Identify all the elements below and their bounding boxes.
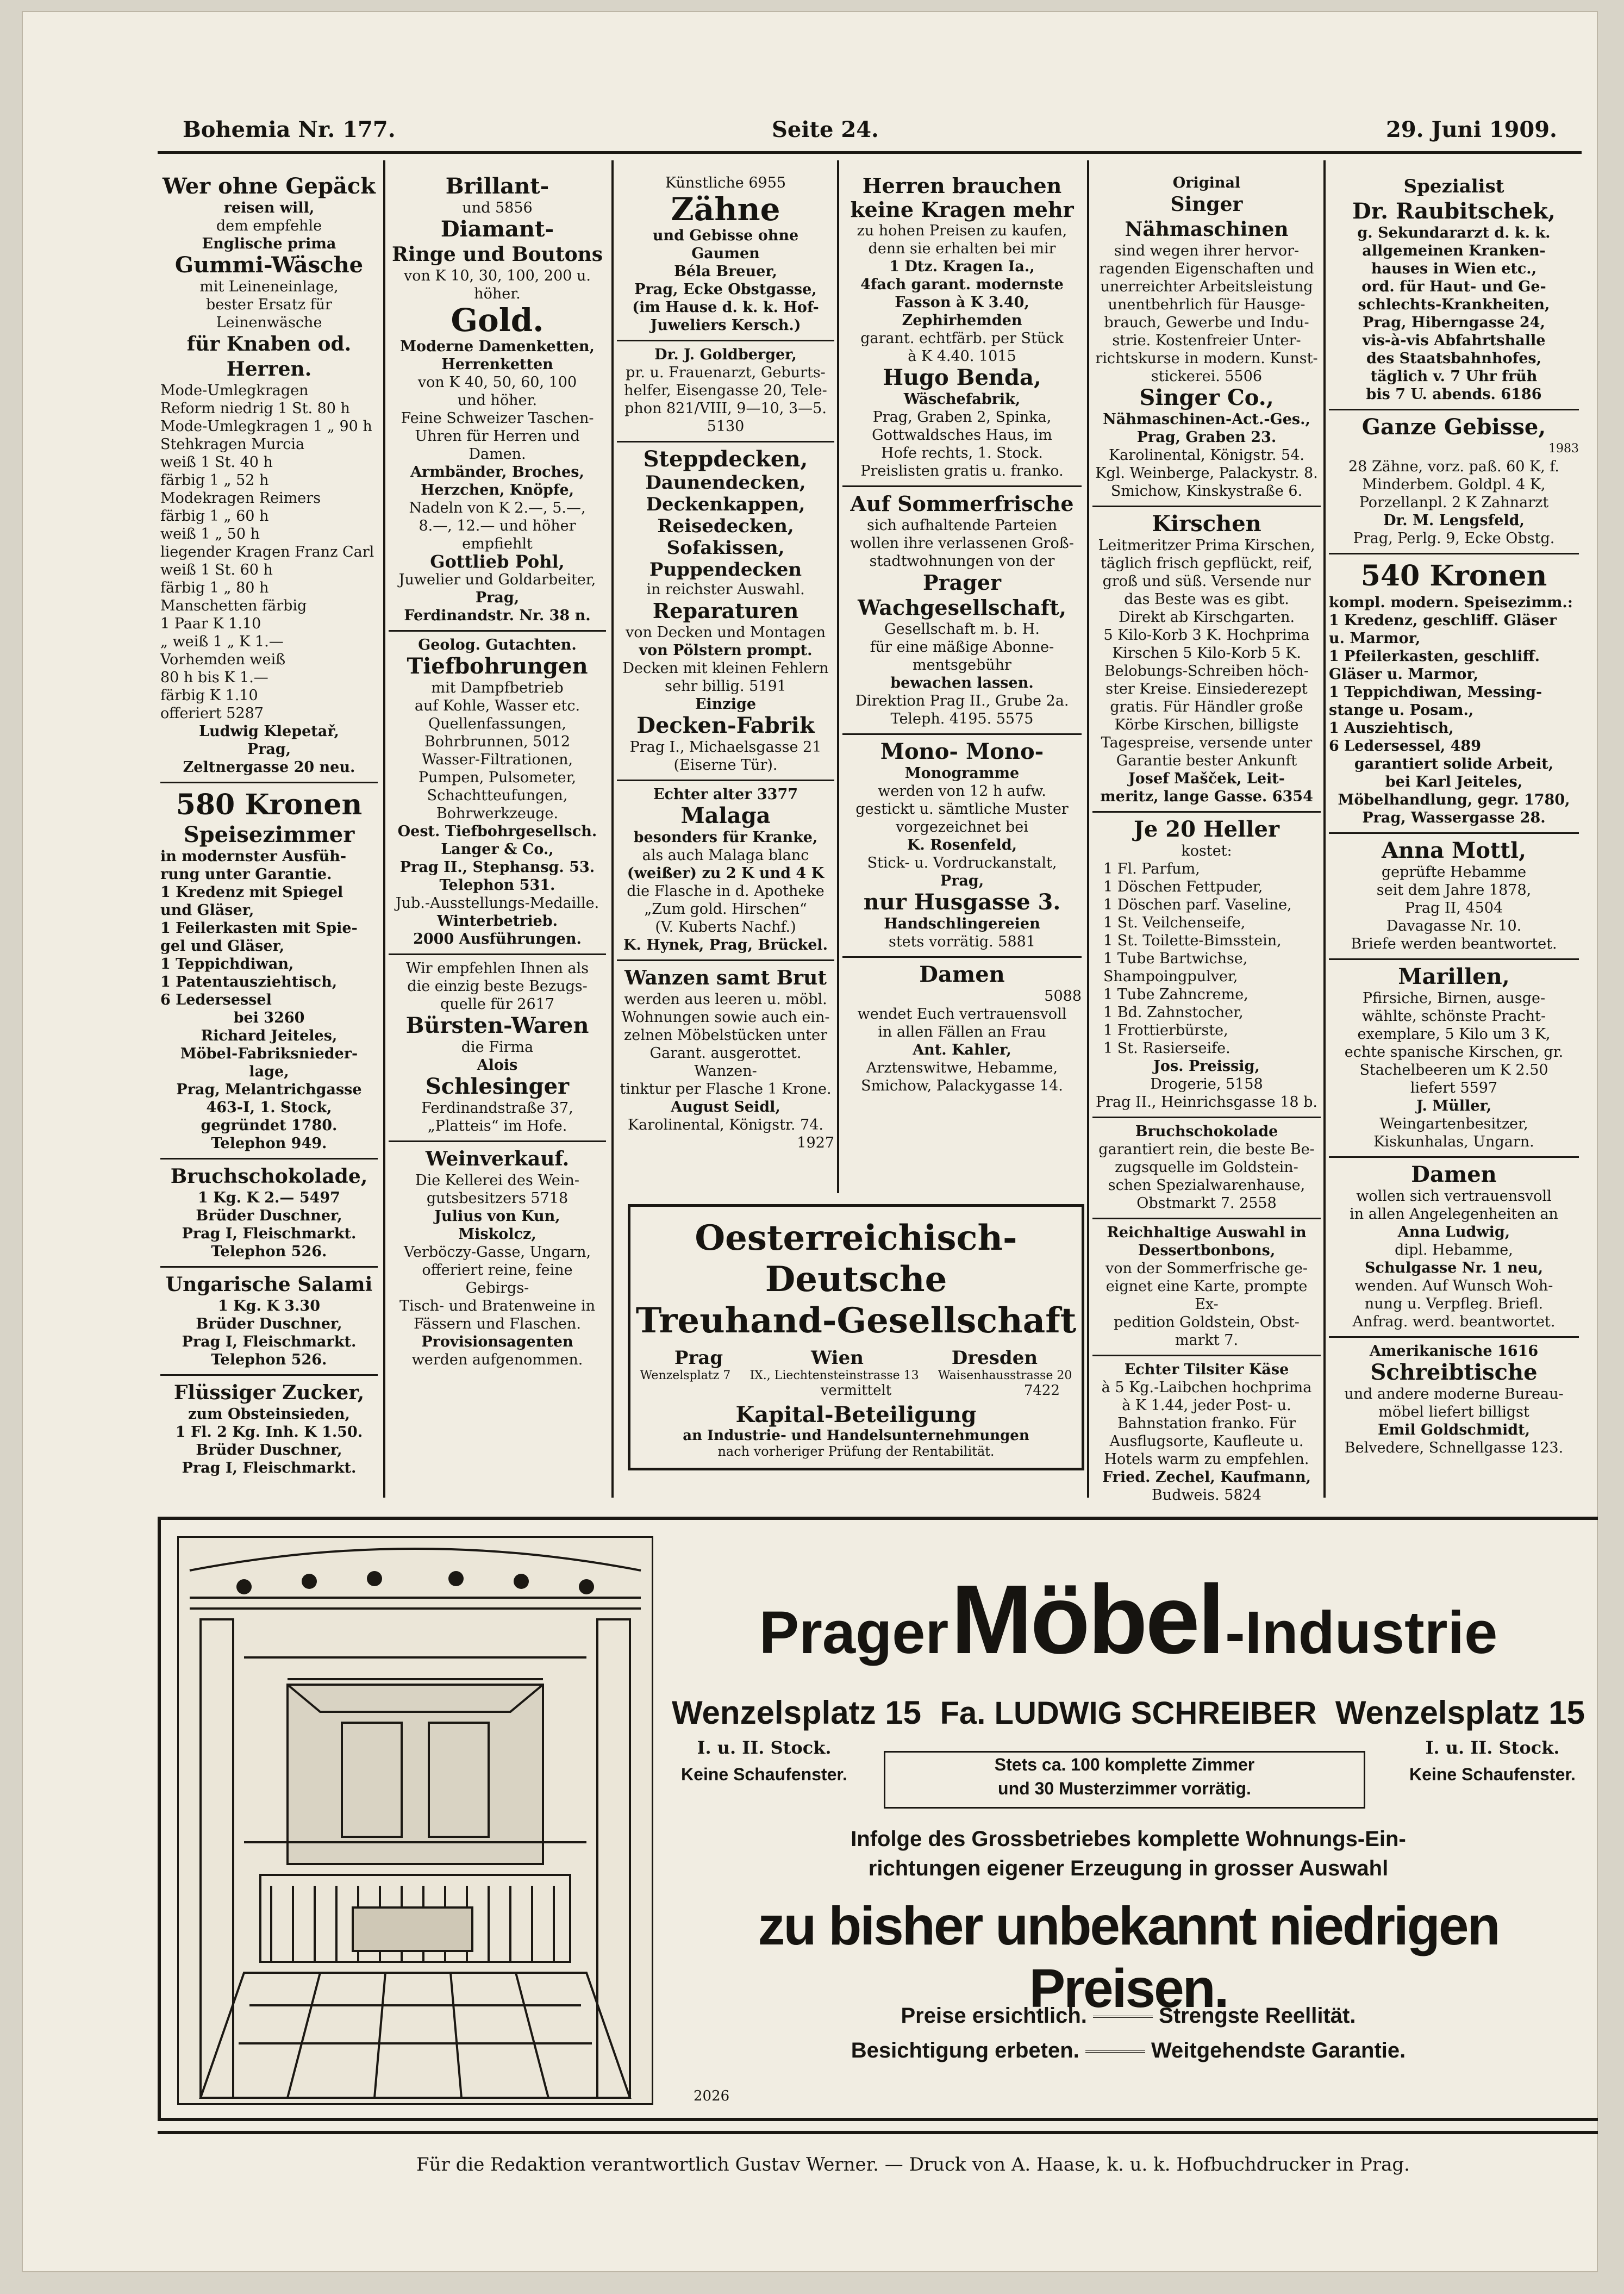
ad-goldberger: Dr. J. Goldberger, pr. u. Frauenarzt, Geburts- helfer, Eisengasse 20, Tele- phon 821/VIII, 9—10, 3—5. 5130 (624, 346, 827, 435)
ad-bruchschokolade-goldstein: Bruchschokolade garantiert rein, die beste Be- zugsquelle im Goldstein- schen Spezialwarenhause, Obstmarkt 7. 2558 (1098, 1123, 1315, 1212)
ad-salami: Ungarische Salami 1 Kg. K 3.30 Brüder Duschner, Prag I, Fleischmarkt. Telephon 526. (165, 1273, 373, 1368)
ad-wanzen: Wanzen samt Brut werden aus leeren u. möbl. Wohnungen sowie auch ein- zelnen Möbelstücken unter Garant. ausgerottet. Wanzen- tinktur per Flasche 1 Krone. August Seidl, Karolinental, Königstr. 74. 1927 (620, 967, 834, 1151)
ad-bruchschokolade: Bruchschokolade, 1 Kg. K 2.— 5497 Brüder Duschner, Prag I, Fleischmarkt. Telephon 526. (170, 1165, 368, 1260)
ad-gebisse: Ganze Gebisse, 1983 28 Zähne, vorz. paß. 60 K, f. Minderbem. Goldpl. 4 K, Porzellanpl. 2 K Zahnarzt Dr. M. Lengsfeld, Prag, Perlg. 9, Ecke Obstg. (1348, 414, 1579, 547)
column-rule (837, 160, 839, 1193)
ad-dessertbonbons: Reichhaltige Auswahl in Dessertbonbons, von der Sommerfrische ge- eignet eine Karte, prompte Ex- pedition Goldstein, Obst- markt 7. (1105, 1224, 1308, 1349)
ad-marillen: Marillen, Pfirsiche, Birnen, ausge- wählte, schönste Pracht- exemplare, 5 Kilo um 3 K, echte spanische Kirschen, gr. Stachelbeeren um K 2.50 liefert 5597 J. Müller, Weingartenbesitzer, Kiskunhalas, Ungarn. (1344, 964, 1564, 1150)
column-rule (1087, 160, 1089, 1498)
ad-kragen: Herren brauchen keine Kragen mehr zu hohen Preisen zu kaufen, denn sie erhalten bei mir 1 Dtz. Kragen Ia., 4fach garant. modernste Fasson à K 3.40, Zephirhemden garant. echtfärb. per Stück à K 4.40. 1015 Hugo Benda, Wäschefabrik, Prag, Graben 2, Spinka, Gottwaldsches Haus, im Hofe rechts, 1. Stock. Preislisten gratis u. franko. (850, 174, 1074, 479)
header-issue: Bohemia Nr. 177. (183, 117, 396, 142)
stock-info-box: Stets ca. 100 komplette Zimmer und 30 Musterzimmer vorrätig. (884, 1751, 1365, 1809)
furniture-room-illustration (177, 1536, 653, 2105)
column-3 (617, 174, 834, 1196)
ad-anna-mottl: Anna Mottl, geprüfte Hebamme seit dem Jahre 1878, Prag II, 4504 Davagasse Nr. 10. Briefe werden beantwortet. (1351, 838, 1557, 952)
ad-kirschen: Kirschen Leitmeritzer Prima Kirschen, täglich frisch gepflückt, reif, groß und süß. Versende nur das Beste was es gibt. Direkt ab Kirschgarten. 5 Kilo-Korb 3 K. Hochprima Kirschen 5 Kilo-Korb 5 K. Belobungs-Schreiben höch- ster Kreise. Einsiederezept gratis. Für Händler große Körbe Kirschen, billigste Tagespreise, versende unter Garantie bester Ankunft Josef Mašček, Leit- meritz, lange Gasse. 6354 (1098, 511, 1315, 805)
ad-buersten: Wir empfehlen Ihnen als die einzig beste Bezugs- quelle für 2617 Bürsten-Waren die Firma Alois Schlesinger Ferdinandstraße 37, „Platteis“ im Hofe. (405, 960, 589, 1134)
ad-treuhand: Oesterreichisch-Deutsche Treuhand-Gesellschaft Prag Wien Dresden Wenzelsplatz 7 IX., Liechtensteinstrasse 13 Waisenhausstrasse 20 vermittelt 7422 Kapital-Beteiligung an Industrie- und Handelsunternehmungen nach vorheriger Prüfung der Rentabilität. (628, 1204, 1084, 1470)
ad-malaga: Echter alter 3377 Malaga besonders für Kranke, als auch Malaga blanc (weißer) zu 2 K und 4 K die Flasche in d. Apotheke „Zum gold. Hirschen“ (V. Kuberts Nachf.) K. Hynek, Prag, Brückel. (623, 786, 828, 953)
ad-speisezimmer: 580 Kronen Speisezimmer in modernster Ausfüh- rung unter Garantie. 1 Kredenz mit Spiegel und Gläser, 1 Feilerkasten mit Spie- gel und Gläser, 1 Teppichdiwan, 1 Patentausziehtisch, 6 Ledersessel bei 3260 Richard Jeiteles, Möbel-Fabriksnieder- lage, Prag, Melantrichgasse 463-I, 1. Stock, gegründet 1780. Telephon 949. (160, 788, 363, 1152)
ad-zucker: Flüssiger Zucker, zum Obsteinsieden, 1 Fl. 2 Kg. Inh. K 1.50. Brüder Duschner, Prag I, Fleischmarkt. (173, 1381, 365, 1476)
ad-zaehne: Künstliche 6955 Zähne und Gebisse ohne Gaumen Béla Breuer, Prag, Ecke Obstgasse, (im Hause d. k. k. Hof- Juweliers Kersch.) (632, 174, 819, 334)
column-2 (389, 174, 606, 1500)
ad-tilsiter: Echter Tilsiter Käse à 5 Kg.-Laibchen hochprima à K 1.44, jeder Post- u. Bahnstation franko. Für Ausflugsorte, Kaufleute u. Hotels warm zu empfehlen. Fried. Zechel, Kaufmann, Budweis. 5824 (1101, 1361, 1312, 1500)
ad-monogramme: Mono- Mono- Monogramme werden von 12 h aufw. gestickt u. sämtliche Muster vorgezeichnet bei K. Rosenfeld, Stick- u. Vordruckanstalt, Prag, nur Husgasse 3. Handschlingereien stets vorrätig. 5881 (855, 739, 1069, 950)
ad-schreibtische: Amerikanische 1616 Schreibtische und andere moderne Bureau- möbel liefert billigst Emil Goldschmidt, Belvedere, Schnellgasse 123. (1344, 1343, 1564, 1456)
ad-weinverkauf: Weinverkauf. Die Kellerei des Wein- gutsbesitzers 5718 Julius von Kun, Miskolcz, Verböczy-Gasse, Ungarn, offeriert reine, feine Gebirgs- Tisch- und Bratenweine in Fässern und Flaschen. Provisionsagenten werden aufgenommen. (399, 1148, 596, 1368)
column-rule (1323, 160, 1326, 1498)
column-4 (842, 174, 1082, 1196)
ad-tiefbohrungen: Geolog. Gutachten. Tiefbohrungen mit Dampfbetrieb auf Kohle, Wasser etc. Quellenfassungen, Bohrbrunnen, 5012 Wasser-Filtrationen, Pumpen, Pulsometer, Schachtteufungen, Bohrwerkzeuge. Oest. Tiefbohrgesellsch. Langer & Co., Prag II., Stephansg. 53. Telephon 531. Jub.-Ausstellungs-Medaille. Winterbetrieb. 2000 Ausführungen. (395, 637, 599, 947)
ad-moebel-industrie (158, 1517, 1598, 2121)
imprint: Für die Redaktion verantwortlich Gustav Werner. — Druck von A. Haase, k. u. k. Hofbuchdrucker in Prag. (416, 2154, 1410, 2175)
ad-raubitschek: Spezialist Dr. Raubitschek, g. Sekundararzt d. k. k. allgemeinen Kranken- hauses in Wien etc., ord. für Haut- und Ge- schlechts-Krankheiten, Prag, Hiberngasse 24, vis-à-vis Abfahrtshalle des Staatsbahnhofes, täglich v. 7 Uhr früh bis 7 U. abends. 6186 (1352, 176, 1556, 403)
ad-damen-kahler: Damen 5088 wendet Euch vertrauensvoll in allen Fällen an Frau Ant. Kahler, Arztenswitwe, Hebamme, Smichow, Palackygasse 14. (857, 962, 1082, 1094)
moebel-ad-text: Prager Möbel -Industrie Wenzelsplatz 15 Fa. LUDWIG SCHREIBER Wenzelsplatz 15 I. u. II. Stock. I. u. II. Stock. Keine Schaufenster. Keine Schaufenster. Stets ca. 100 komplette Zimmer und 30 Musterzimmer vorrätig. Infolge des Grossbetriebes komplette Wohnungs-Ein- richtungen eigener Erzeugung in grosser Auswahl zu bisher unbekannt niedrigen Preisen. Preise ersichtlich. Strengste Reellität. Besichtigung erbeten. Weitgehendste Garantie. 2026 (672, 1565, 1585, 2104)
column-6 (1329, 174, 1579, 1500)
ad-20-heller: Je 20 Heller kostet: 1 Fl. Parfum, 1 Döschen Fettpuder, 1 Döschen parf. Vaseline, 1 St. Veilchenseife, 1 St. Toilette-Bimsstein, 1 Tube Bartwichse, Shampoingpulver, 1 Tube Zahncreme, 1 Bd. Zahnstocher, 1 Frottierbürste, 1 St. Rasierseife. Jos. Preissig, Drogerie, 5158 Prag II., Heinrichsgasse 18 b. (1095, 816, 1318, 1111)
newspaper-page (22, 11, 1598, 2272)
ad-singer: Original Singer Nähmaschinen sind wegen ihrer hervor- ragenden Eigenschaften und unerreichter Arbeitsleistung unentbehrlich für Hausge- brauch, Gewerbe und Indu- strie. Kostenfreier Unter- richtskurse in modern. Kunst- stickerei. 5506 Singer Co., Nähmaschinen-Act.-Ges., Prag, Graben 23. Karolinental, Königstr. 54. Kgl. Weinberge, Palackystr. 8. Smichow, Kinskystraße 6. (1095, 174, 1318, 500)
column-rule (383, 160, 385, 1498)
column-5 (1092, 174, 1321, 1500)
header-date: 29. Juni 1909. (1386, 117, 1557, 142)
ad-540-kronen: 540 Kronen kompl. modern. Speisezimm.: 1 Kredenz, geschliff. Gläser u. Marmor, 1 Pfeilerkasten, geschliff. Gläser u. Marmor, 1 Teppichdiwan, Messing- stange u. Posam., 1 Ausziehtisch, 6 Ledersessel, 489 garantiert solide Arbeit, bei Karl Jeiteles, Möbelhandlung, gegr. 1780, Prag, Wassergasse 28. (1329, 559, 1573, 826)
header-page: Seite 24. (772, 117, 879, 142)
ad-brillant: Brillant- und 5856 Diamant- Ringe und Boutons von K 10, 30, 100, 200 u. höher. Gold. Moderne Damenketten, Herrenketten von K 40, 50, 60, 100 und höher. Feine Schweizer Taschen- Uhren für Herren und Damen. Armbänder, Broches, Herzchen, Knöpfe, Nadeln von K 2.—, 5.—, 8.—, 12.— und höher empfiehlt Gottlieb Pohl, Juwelier und Goldarbeiter, Prag, Ferdinandstr. Nr. 38 n. (391, 174, 603, 624)
ad-gummi-waesche: Wer ohne Gepäck reisen will, dem empfehle Englische prima Gummi-Wäsche mit Leineneinlage, bester Ersatz für Leinenwäsche für Knaben od. Herren. Mode-Umlegkragen Reform niedrig 1 St. 80 h Mode-Umlegkragen 1 „ 90 h Stehkragen Murcia weiß 1 St. 40 h färbig 1 „ 52 h Modekragen Reimers färbig 1 „ 60 h weiß 1 „ 50 h liegender Kragen Franz Carl weiß 1 St. 60 h färbig 1 „ 80 h Manschetten färbig 1 Paar K 1.10 „ weiß 1 „ K 1.— Vorhemden weiß 80 h bis K 1.— färbig K 1.10 offeriert 5287 Ludwig Klepetař, Prag, Zeltnergasse 20 neu. (160, 174, 376, 776)
column-rule (611, 160, 614, 1498)
column-1 (160, 174, 378, 1500)
ad-steppdecken: Steppdecken, Daunendecken, Deckenkappen, Reisedecken, Sofakissen, Puppendecken in reichster Auswahl. Reparaturen von Decken und Montagen von Pölstern prompt. Decken mit kleinen Fehlern sehr billig. 5191 Einzige Decken-Fabrik Prag I., Michaelsgasse 21 (Eiserne Tür). (622, 446, 829, 774)
header-rule (158, 151, 1582, 154)
ad-damen-ludwig: Damen wollen sich vertrauensvoll in allen Angelegenheiten an Anna Ludwig, dipl. Hebamme, Schulgasse Nr. 1 neu, wenden. Auf Wunsch Woh- nung u. Verpfleg. Briefl. Anfrag. werd. beantwortet. (1350, 1162, 1558, 1330)
ad-wachgesellschaft: Auf Sommerfrische sich aufhaltende Parteien wollen ihre verlassenen Groß- stadtwohnungen von der Prager Wachgesellschaft, Gesellschaft m. b. H. für eine mäßige Abonne- mentsgebühr bewachen lassen. Direktion Prag II., Grube 2a. Teleph. 4195. 5575 (850, 491, 1074, 727)
footer-rule (158, 2131, 1598, 2134)
room-illustration-svg (179, 1538, 652, 2103)
